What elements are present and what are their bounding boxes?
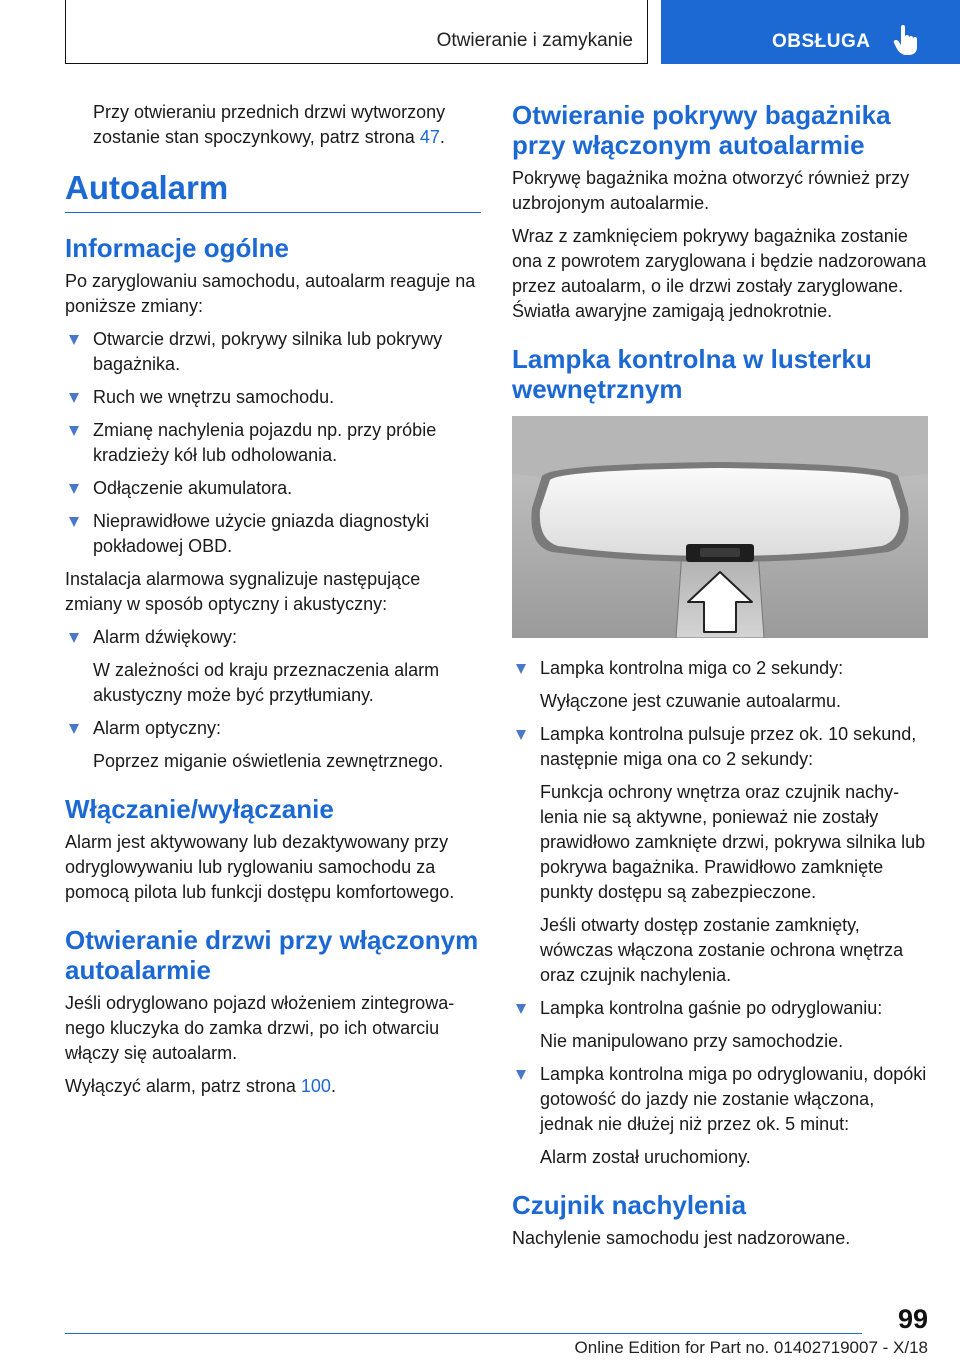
left-column: [65, 100, 481, 1107]
page-ref-link-47[interactable]: 47: [419, 127, 440, 147]
heading-doors-armed: Otwieranie drzwi przy włączonym autoalarmie: [65, 925, 479, 985]
list-item-desc: Wyłączone jest czuwanie autoalarmu.: [540, 691, 841, 711]
rearview-mirror-illustration: [512, 416, 928, 638]
intro-paragraph: [65, 100, 481, 150]
list-item-desc: W zależności od kraju przeznaczenia alarm akustyczny może być przytłumiany.: [93, 660, 440, 705]
triangle-bullet-icon: [516, 1004, 526, 1014]
list-item-desc: Alarm został uruchomiony.: [540, 1147, 751, 1167]
heading-general-info: Informacje ogólne: [65, 233, 289, 263]
triangle-bullet-icon: [516, 1070, 526, 1080]
disable-alarm-paragraph: [65, 1074, 481, 1099]
triangle-bullet-icon: [69, 633, 79, 643]
list-item-text: Zmianę nachylenia pojazdu np. przy próbie kradzieży kół lub odholowania.: [93, 420, 437, 465]
list-item: [65, 418, 481, 468]
intro-end: .: [439, 127, 445, 147]
right-column: [512, 100, 928, 1259]
triangle-bullet-icon: [69, 426, 79, 436]
list-item-title: Lampka kontrolna miga po odryglowaniu, dopóki gotowość do jazdy nie zostanie włączona, jednak nie dłużej niż przez ok. 5 minut:: [540, 1064, 927, 1134]
list-item-desc: Poprzez miganie oświetlenia zewnętrznego.: [93, 751, 444, 771]
list-item: [65, 327, 481, 377]
list-item: [65, 625, 481, 708]
chapter-heading-autoalarm: Autoalarm: [65, 168, 481, 213]
list-item: [512, 656, 928, 714]
list-item: [65, 716, 481, 774]
triangle-bullet-icon: [69, 335, 79, 345]
tilt-paragraph: Nachylenie samochodu jest nadzorowane.: [512, 1228, 851, 1248]
trunk-paragraph-2: Wraz z zamknięciem pokrywy bagażnika zostanie ona z powrotem zaryglowana i będzie nadzorowana przez autoalarm, o ile drzwi zostały zaryglowane. Światła awaryjne zamigają jednokrotnie.: [512, 226, 927, 321]
list-item-text: Nieprawidłowe użycie gniazda diagnostyki pokładowej OBD.: [93, 511, 430, 556]
indicator-states-list: [512, 656, 928, 1170]
footer-divider: [65, 1333, 862, 1334]
list-item-text: Odłączenie akumulatora.: [93, 478, 293, 498]
doors-paragraph: Jeśli odryglowano pojazd włożeniem zintegrowanego kluczyka do zamka drzwi, po ich otwarciu włączy się autoalarm.: [65, 993, 455, 1063]
page-ref-link-100[interactable]: 100: [300, 1076, 331, 1096]
general-paragraph: Po zaryglowaniu samochodu, autoalarm reaguje na poniższe zmiany:: [65, 271, 476, 316]
alarm-types-list: [65, 625, 481, 774]
list-item-desc: Funkcja ochrony wnętrza oraz czujnik nachylenia nie są aktywne, ponieważ nie zostały prawidłowo zamknięte drzwi, pokrywa silnika lub pokrywa bagażnika. Prawidłowo zamknięte punkty dostępu są zabezpieczone.: [540, 782, 926, 902]
list-item-title: Lampka kontrolna pulsuje przez ok. 10 sekund, następnie miga ona co 2 sekundy:: [540, 724, 917, 769]
heading-trunk-armed: Otwieranie pokrywy bagażnika przy włączonym autoalarmie: [512, 100, 891, 160]
heading-tilt-sensor: Czujnik nachylenia: [512, 1190, 747, 1220]
triangle-bullet-icon: [516, 730, 526, 740]
list-item: [65, 476, 481, 501]
list-item-title: Lampka kontrolna miga co 2 sekundy:: [540, 658, 844, 678]
footer-edition-text: Online Edition for Part no. 01402719007 - X/18: [574, 1338, 928, 1357]
list-item: [512, 1062, 928, 1170]
list-item-desc: Nie manipulowano przy samochodzie.: [540, 1031, 844, 1051]
header-section-title: Otwieranie i zamykanie: [436, 30, 633, 51]
list-item: [65, 385, 481, 410]
triangle-bullet-icon: [69, 393, 79, 403]
list-item: [512, 722, 928, 988]
trunk-paragraph-1: Pokrywę bagażnika można otworzyć również przy uzbrojonym autoalarmie.: [512, 168, 910, 213]
triangle-bullet-icon: [516, 664, 526, 674]
intro-text: Przy otwieraniu przednich drzwi wytworzony zostanie stan spoczynkowy, patrz strona: [93, 102, 446, 147]
header-tab-label: OBSŁUGA: [772, 31, 871, 52]
triangle-bullet-icon: [69, 484, 79, 494]
list-item-text: Otwarcie drzwi, pokrywy silnika lub pokrywy bagażnika.: [93, 329, 443, 374]
triangle-bullet-icon: [69, 517, 79, 527]
signal-paragraph: Instalacja alarmowa sygnalizuje następujące zmiany w sposób optyczny i akustyczny:: [65, 569, 421, 614]
heading-indicator-lamp: Lampka kontrolna w lusterku wewnętrznym: [512, 344, 872, 404]
disable-alarm-text: Wyłączyć alarm, patrz strona: [65, 1076, 301, 1096]
header-chapter-tab: [661, 0, 960, 64]
heading-on-off: Włączanie/wyłączanie: [65, 794, 334, 824]
list-item-title: Alarm optyczny:: [93, 718, 222, 738]
list-item: [65, 509, 481, 559]
disable-alarm-end: .: [330, 1076, 336, 1096]
list-item-title: Lampka kontrolna gaśnie po odryglowaniu:: [540, 998, 883, 1018]
list-item-text: Ruch we wnętrzu samochodu.: [93, 387, 335, 407]
list-item-desc: Jeśli otwarty dostęp zostanie zamknięty, wówczas włączona zostanie ochrona wnętrza oraz czujnik nachylenia.: [540, 915, 904, 985]
triangle-bullet-icon: [69, 724, 79, 734]
header-section-box: [65, 0, 648, 64]
on-off-paragraph: Alarm jest aktywowany lub dezaktywowany przy odryglowywaniu lub ryglowaniu samochodu za pomocą pilota lub funkcji dostępu komfortowego.: [65, 832, 455, 902]
alarm-triggers-list: [65, 327, 481, 559]
list-item-title: Alarm dźwiękowy:: [93, 627, 238, 647]
hand-pointer-icon: [893, 24, 919, 56]
page-number: 99: [897, 1304, 928, 1334]
list-item: [512, 996, 928, 1054]
